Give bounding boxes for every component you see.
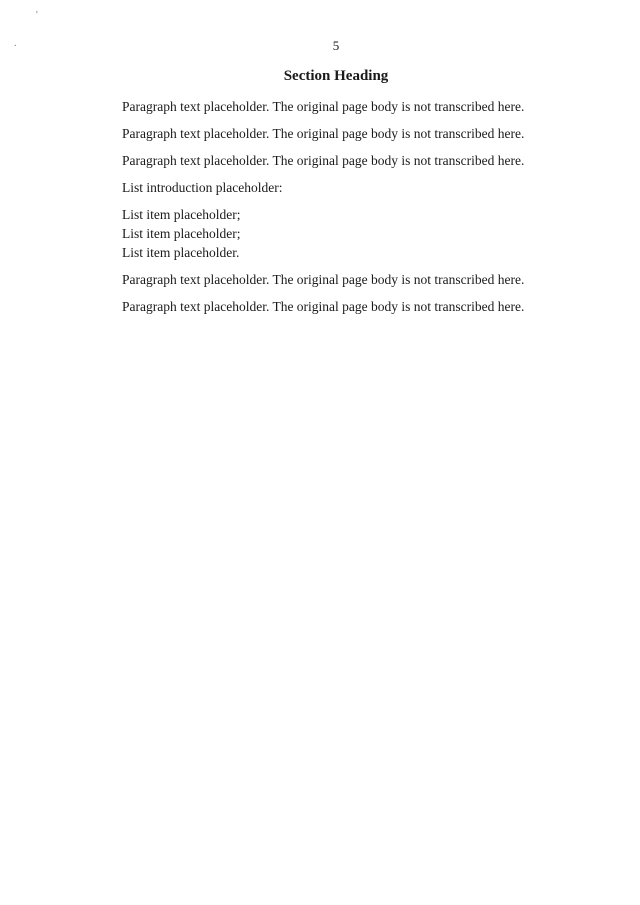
- page-title: Section Heading: [283, 68, 389, 84]
- scan-artifact: .: [14, 38, 17, 49]
- list-item: List item placeholder;: [122, 226, 241, 241]
- paragraph: Paragraph text placeholder. The original page body is not transcribed here.: [122, 126, 525, 141]
- scan-artifact: ': [36, 10, 38, 21]
- paragraph: Paragraph text placeholder. The original page body is not transcribed here.: [122, 99, 525, 114]
- list-item: List item placeholder;: [122, 207, 241, 222]
- paragraph: Paragraph text placeholder. The original page body is not transcribed here.: [122, 299, 525, 314]
- page-number: 5: [332, 38, 340, 53]
- requirements-list: [88, 205, 584, 262]
- list-item: List item placeholder.: [122, 245, 240, 260]
- paragraph: Paragraph text placeholder. The original page body is not transcribed here.: [122, 272, 525, 287]
- list-intro: List introduction placeholder:: [122, 180, 283, 195]
- paragraph: Paragraph text placeholder. The original page body is not transcribed here.: [122, 153, 525, 168]
